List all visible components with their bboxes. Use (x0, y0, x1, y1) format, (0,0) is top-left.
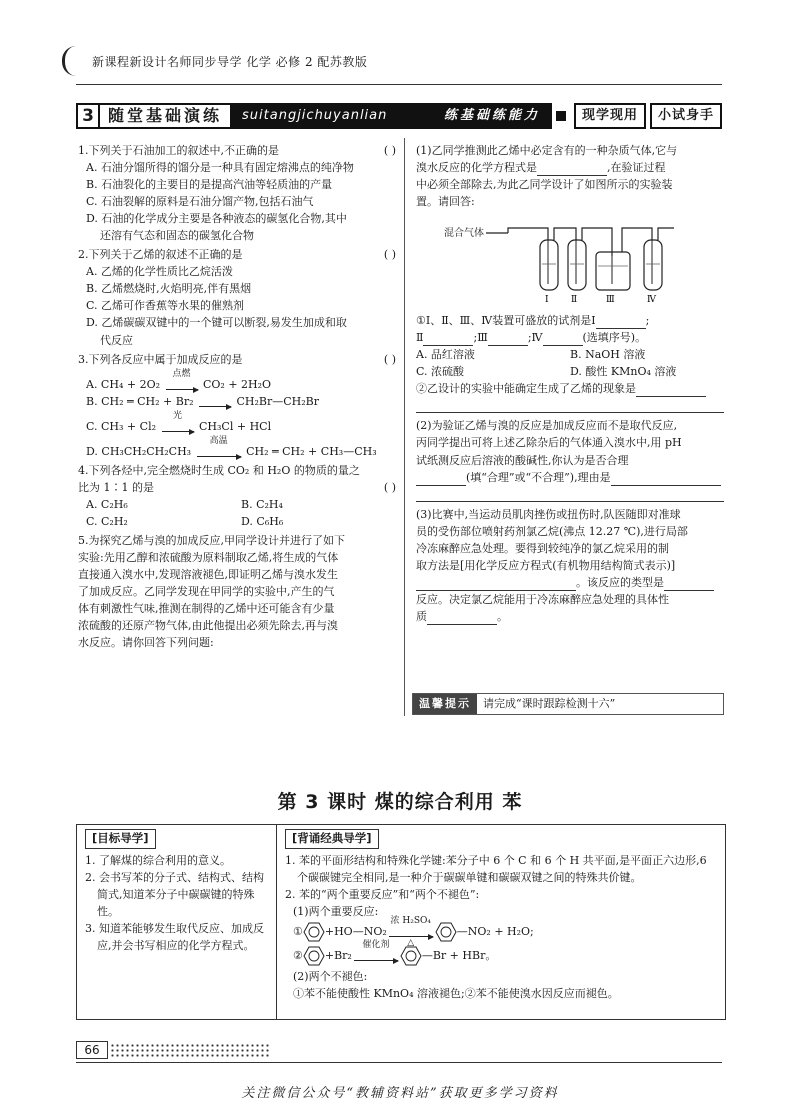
lesson-title: 第 3 课时 煤的综合利用 苯 (277, 791, 523, 813)
q3-b-reactants: B. CH₂ ═ CH₂ + Br₂ (86, 394, 194, 408)
warm-tip-box (412, 693, 724, 715)
reaction-arrow (199, 397, 231, 407)
reaction-arrow (389, 916, 433, 948)
right-column (416, 142, 724, 625)
apparatus-label-1: Ⅰ (545, 295, 549, 306)
page-number: 66 (76, 1041, 108, 1059)
part-1-sub-1-III: ;Ⅲ (473, 331, 488, 345)
footer-dot-pattern (110, 1043, 270, 1057)
part-3-line-5 (416, 574, 724, 591)
question-4 (78, 462, 396, 530)
question-2 (78, 246, 396, 348)
answer-blank[interactable] (488, 334, 528, 346)
reaction-arrow (166, 368, 198, 390)
running-header: 新课程新设计名师同步导学 化学 必修 2 配苏教版 (92, 55, 368, 69)
q3-a-reactants: A. CH₄ + 2O₂ (86, 377, 160, 391)
left-column (78, 142, 396, 653)
rxn2-reagent: +Br₂ (324, 949, 352, 963)
banner-tag-xianxue: 现学现用 (574, 103, 646, 129)
bromination-reaction (285, 940, 717, 968)
rxn2-product: —Br + HBr。 (421, 949, 497, 963)
banner-number: 3 (76, 103, 100, 129)
part-3-line-7 (416, 608, 724, 625)
part-3 (416, 506, 724, 625)
answer-blank[interactable] (416, 474, 466, 486)
q1-option-a: A. 石油分馏所得的馏分是一种具有固定熔沸点的纯净物 (86, 161, 354, 175)
recite-guide-heading: [背诵经典导学] (285, 829, 379, 849)
answer-blank[interactable] (427, 613, 497, 625)
part-3-line-6: 反应。决定氯乙烷能用于冷冻麻醉应急处理的具体性 (416, 592, 669, 606)
q4-answer-paren: ( ) (383, 480, 396, 494)
reaction-arrow (162, 410, 194, 432)
part-2-line-1: (2)为验证乙烯与溴的反应是加成反应而不是取代反应, (416, 419, 678, 433)
rxn1-reagent: +HO—NO₂ (324, 925, 387, 939)
q4-option-a: A. C₂H₆ (86, 497, 128, 511)
part-1-sub-1-line-1b: ; (645, 314, 650, 328)
recite-item-1: 1. 苯的平面形结构和特殊化学键:苯分子中 6 个 C 和 6 个 H 共平面,是平面正六边形,6 个碳碳键完全相同,是一种介于碳碳单键和碳碳双键之间的特殊共价键。 (285, 853, 707, 884)
part-2-line-4 (416, 469, 724, 486)
part-1 (416, 142, 724, 210)
part-1-sub-1 (416, 312, 724, 413)
part-1-line-2 (416, 159, 724, 176)
mixed-gas-label: 混合气体 (444, 228, 484, 240)
banner-title: 随堂基础演练 (100, 103, 230, 129)
question-3 (78, 351, 396, 460)
part-1-sub-1-note: (选填序号)。 (582, 331, 647, 345)
q1-answer-paren: ( ) (383, 144, 396, 157)
goal-guide-panel (77, 825, 277, 1019)
q5-line-4: 了加成反应。乙同学发现在甲同学的实验中,产生的气 (78, 585, 335, 599)
goal-item-1: 1. 了解煤的综合利用的意义。 (85, 853, 231, 867)
part-3-line-7b: 。 (497, 609, 508, 623)
reagent-options-row-2 (416, 363, 724, 380)
apparatus-label-4: Ⅳ (647, 295, 656, 306)
header-rule (76, 84, 722, 85)
q4-option-c: C. C₂H₂ (86, 514, 128, 528)
q4-stem-cont: 比为 1∶1 的是 (78, 480, 154, 494)
q3-c-products: CH₃Cl + HCl (199, 419, 272, 433)
footer-rule (76, 1062, 722, 1063)
q5-line-2: 实验:先用乙醇和浓硫酸为原料制取乙烯,将生成的气体 (78, 551, 339, 565)
recite-guide-panel (277, 825, 725, 1019)
q1-option-b: B. 石油裂化的主要目的是提高汽油等轻质油的产量 (86, 178, 333, 192)
part-3-line-1: (3)比赛中,当运动员肌肉挫伤或扭伤时,队医随即对准球 (416, 507, 681, 521)
part-1-line-2b: ,在验证过程 (607, 161, 666, 175)
section-banner (76, 103, 722, 129)
q4-option-b: B. C₂H₄ (241, 497, 283, 511)
q5-line-6: 浓硫酸的还原产物气体,由此他提出必须先除去,再与溴 (78, 619, 338, 633)
answer-blank[interactable] (636, 385, 706, 397)
q5-line-5: 体有刺激性气味,推测在制得的乙烯中还可能含有少量 (78, 602, 335, 616)
reaction-arrow (197, 435, 241, 457)
recite-item-2-1: (1)两个重要反应: (293, 904, 379, 918)
gas-washing-apparatus-icon (416, 216, 716, 308)
q2-option-d: D. 乙烯碳碳双键中的一个键可以断裂,易发生加成和取 (86, 316, 347, 330)
banner-slogan: 练基础练能力 (443, 107, 540, 123)
reagent-option-b: B. NaOH 溶液 (570, 348, 646, 362)
guide-box (76, 824, 726, 1020)
apparatus-label-2: Ⅱ (571, 295, 578, 306)
part-1-sub-2-text: ②乙设计的实验中能确定生成了乙烯的现象是 (416, 382, 636, 396)
q2-option-d-cont: 代反应 (100, 333, 133, 347)
answer-line[interactable] (416, 486, 724, 502)
q4-option-d: D. C₆H₆ (241, 514, 284, 528)
part-1-line-1: (1)乙同学推测此乙烯中必定含有的一种杂质气体,它与 (416, 144, 678, 157)
reagent-option-d: D. 酸性 KMnO₄ 溶液 (570, 365, 677, 379)
reagent-options-row-1 (416, 346, 724, 363)
goal-guide-heading: [目标导学] (85, 829, 156, 849)
header-bracket (62, 46, 76, 76)
q3-option-c (78, 410, 396, 435)
part-1-sub-1-line-1a: ①Ⅰ、Ⅱ、Ⅲ、Ⅳ装置可盛放的试剂是Ⅰ (416, 314, 596, 328)
answer-blank[interactable] (416, 579, 576, 591)
answer-blank[interactable] (611, 474, 721, 486)
q2-answer-paren: ( ) (383, 248, 396, 262)
q2-option-a: A. 乙烯的化学性质比乙烷活泼 (86, 265, 233, 279)
part-1-line-3: 中必须全部除去,为此乙同学设计了如图所示的实验装 (416, 178, 673, 192)
rxn1-product: —NO₂ + H₂O; (456, 925, 534, 939)
rxn2-condition-top: 催化剂 (362, 940, 390, 950)
apparatus-diagram (416, 216, 724, 308)
q3-c-condition: 光 (172, 410, 182, 421)
q1-option-c: C. 石油裂解的原料是石油分馏产物,包括石油气 (86, 195, 314, 209)
part-1-sub-2-line (416, 380, 724, 397)
goal-item-2: 2. 会书写苯的分子式、结构式、结构简式,知道苯分子中碳碳键的特殊性。 (85, 870, 264, 918)
benzene-ring-icon (303, 922, 325, 942)
part-1-sub-1-line-1 (416, 312, 724, 329)
banner-tag-xiaoshi: 小试身手 (650, 103, 722, 129)
q4-stem: 4.下列各烃中,完全燃烧时生成 CO₂ 和 H₂O 的物质的量之 (78, 463, 360, 477)
part-1-line-2a: 溴水反应的化学方程式是 (416, 161, 537, 175)
part-3-line-5-text: 。该反应的类型是 (576, 575, 664, 589)
q3-a-products: CO₂ + 2H₂O (203, 377, 272, 391)
q3-option-a (78, 368, 396, 393)
part-1-sub-1-II: Ⅱ (416, 331, 424, 345)
q4-options-row-2 (78, 513, 396, 530)
rxn2-number: ② (293, 949, 303, 963)
answer-line[interactable] (416, 397, 724, 413)
q3-c-reactants: C. CH₃ + Cl₂ (86, 419, 156, 433)
reagent-option-a: A. 品红溶液 (416, 348, 475, 362)
part-2-line-3: 试纸测反应后溶液的酸碱性,你认为是否合理 (416, 453, 629, 467)
answer-blank[interactable] (664, 579, 714, 591)
q3-option-b (78, 393, 396, 410)
reagent-option-c: C. 浓硫酸 (416, 365, 465, 379)
answer-blank[interactable] (543, 334, 583, 346)
part-1-line-4: 置。请回答: (416, 195, 475, 209)
goal-item-3: 3. 知道苯能够发生取代反应、加成反应,并会书写相应的化学方程式。 (85, 922, 264, 953)
answer-blank[interactable] (423, 334, 473, 346)
banner-square-icon (556, 111, 566, 121)
recite-item-2-2-text: ①苯不能使酸性 KMnO₄ 溶液褪色;②苯不能使溴水因反应而褪色。 (293, 987, 619, 1001)
banner-pinyin: suitangjichuyanlian (242, 107, 388, 123)
q5-line-1: 5.为探究乙烯与溴的加成反应,甲同学设计并进行了如下 (78, 533, 345, 547)
part-3-line-4: 取方法是[用化学反应方程式(有机物用结构简式表示)] (416, 558, 676, 572)
q3-answer-paren: ( ) (383, 352, 396, 366)
q3-d-products: CH₂ ═ CH₂ + CH₃—CH₃ (246, 444, 377, 458)
question-1 (78, 142, 396, 244)
q5-line-7: 水反应。请你回答下列问题: (78, 636, 214, 650)
q1-option-d: D. 石油的化学成分主要是各种液态的碳氢化合物,其中 (86, 212, 347, 226)
banner-pinyin-strip (230, 103, 552, 129)
q3-stem: 3.下列各反应中属于加成反应的是 (78, 352, 243, 366)
q2-option-c: C. 乙烯可作香蕉等水果的催熟剂 (86, 299, 245, 313)
q1-stem: 1.下列关于石油加工的叙述中,不正确的是 (78, 144, 279, 157)
q3-option-d (78, 435, 396, 460)
part-3-line-2: 员的受伤部位喷射药剂氯乙烷(沸点 12.27 ℃),进行局部 (416, 524, 688, 538)
q4-options-row-1 (78, 496, 396, 513)
warm-tip-text: 请完成“课时跟踪检测十六” (483, 697, 616, 711)
part-1-sub-1-IV: ;Ⅳ (527, 331, 543, 345)
benzene-ring-icon (435, 922, 457, 942)
recite-item-2-2: (2)两个不褪色: (293, 970, 368, 983)
q3-b-products: CH₂Br—CH₂Br (236, 394, 320, 408)
part-2-line-2: 丙同学提出可将上述乙除杂后的气体通入溴水中,用 pH (416, 436, 682, 450)
q5-line-3: 直接通入溴水中,发现溶液褪色,即证明乙烯与溴水发生 (78, 568, 338, 582)
reaction-arrow (354, 940, 398, 961)
apparatus-label-3: Ⅲ (606, 295, 615, 306)
q1-option-d-cont: 还溶有气态和固态的碳氢化合物 (100, 229, 254, 243)
footer-promo-text: 关注微信公众号“教辅资料站”获取更多学习资料 (241, 1086, 559, 1101)
q3-d-condition: 高温 (209, 435, 228, 446)
column-divider (404, 138, 405, 716)
rxn1-number: ① (293, 925, 303, 939)
part-2 (416, 417, 724, 501)
rxn1-condition-top: 浓 H₂SO₄ (390, 916, 431, 926)
q3-a-condition: 点燃 (172, 368, 191, 379)
rxn1-condition-bottom: △ (407, 938, 415, 948)
q2-stem: 2.下列关于乙烯的叙述不正确的是 (78, 248, 243, 262)
part-3-line-7a: 质 (416, 609, 427, 623)
q3-d-reactants: D. CH₃CH₂CH₂CH₃ (86, 444, 192, 458)
answer-blank[interactable] (537, 164, 607, 176)
warm-tip-label: 温馨提示 (413, 694, 477, 714)
part-1-sub-1-line-2 (416, 329, 724, 346)
q2-option-b: B. 乙烯燃烧时,火焰明亮,伴有黑烟 (86, 282, 252, 296)
recite-item-2: 2. 苯的“两个重要反应”和“两个不褪色”: (285, 887, 480, 901)
part-3-line-3: 冷冻麻醉应急处理。要得到较纯净的氯乙烷采用的制 (416, 541, 669, 555)
benzene-ring-icon (303, 946, 325, 966)
question-5 (78, 532, 396, 651)
answer-blank[interactable] (596, 317, 646, 329)
part-2-line-4-text: (填“合理”或“不合理”),理由是 (466, 470, 611, 484)
